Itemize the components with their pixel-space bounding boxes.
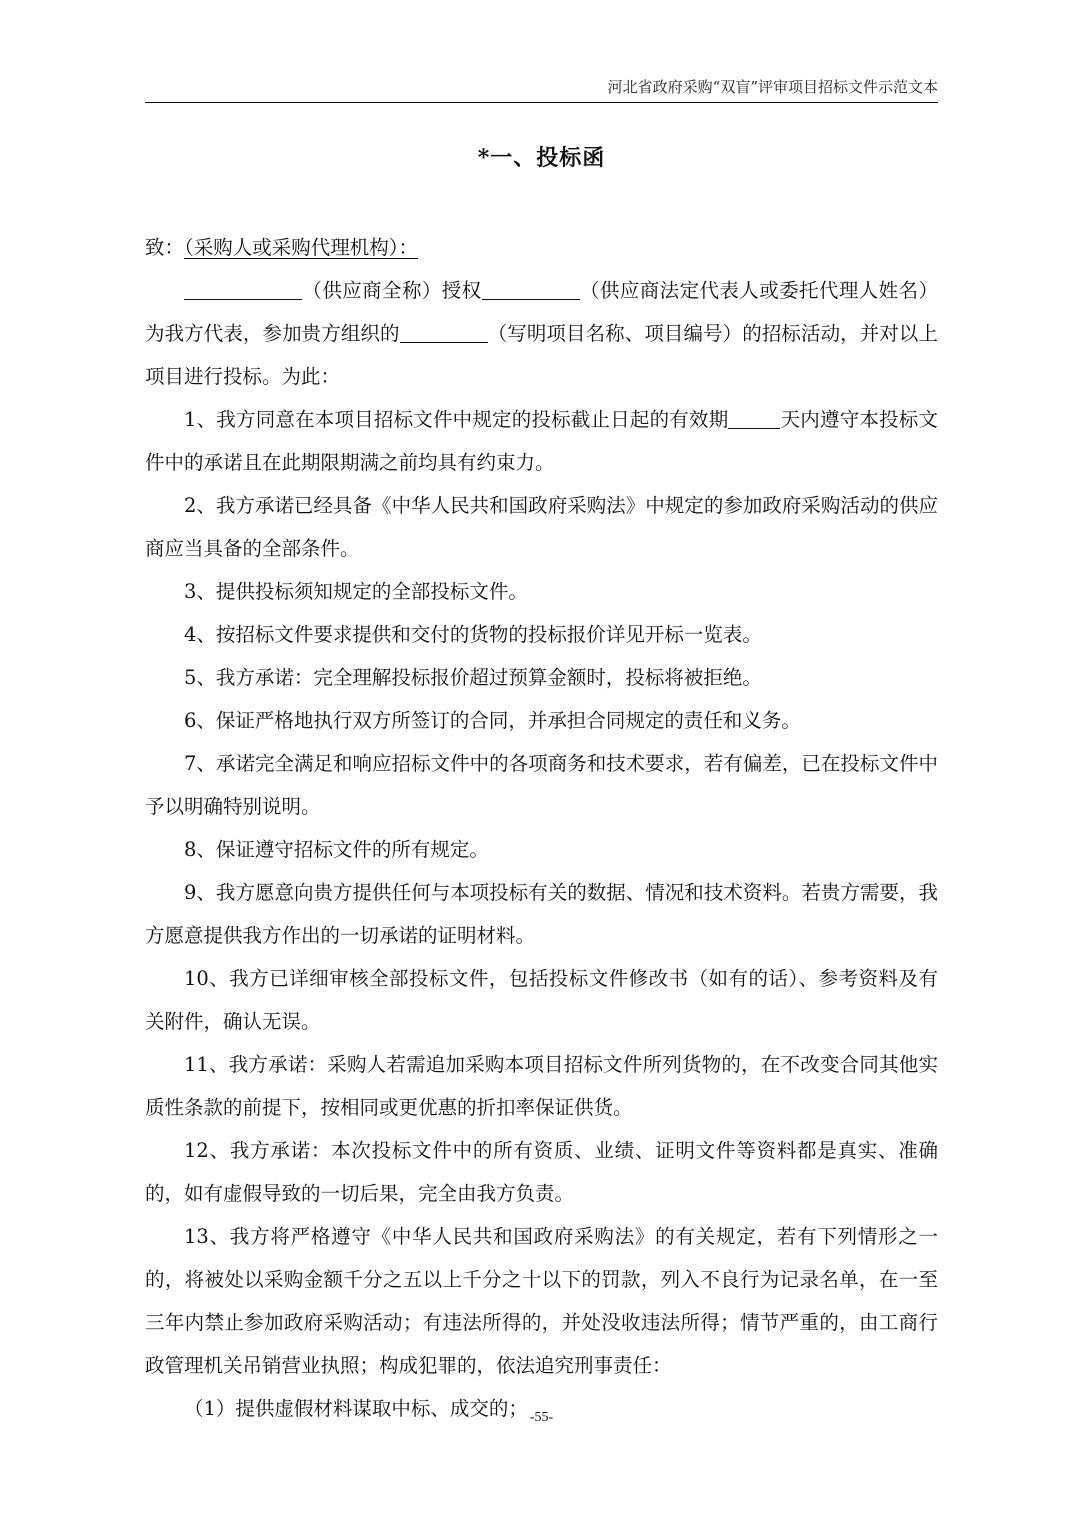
list-item xyxy=(145,398,938,484)
salutation-addressee: （采购人或采购代理机构） xyxy=(184,236,399,259)
item1-text-after: 天内遵守本投标文件中的承诺且在此期限期满之前均具有约束力。 xyxy=(145,408,938,474)
list-item: 7、承诺完全满足和响应招标文件中的各项商务和技术要求，若有偏差，已在投标文件中予以明确特别说明。 xyxy=(145,752,938,818)
salutation xyxy=(145,226,938,269)
list-item: 6、保证严格地执行双方所签订的合同，并承担合同规定的责任和义务。 xyxy=(184,709,801,732)
list-item: （1）提供虚假材料谋取中标、成交的； xyxy=(184,1397,528,1420)
list-item: 10、我方已详细审核全部投标文件，包括投标文件修改书（如有的话）、参考资料及有关附件，确认无误。 xyxy=(145,967,938,1033)
list-item: 13、我方将严格遵守《中华人民共和国政府采购法》的有关规定，若有下列情形之一的，将被处以采购金额千分之五以上千分之十以下的罚款，列入不良行为记录名单，在一至三年内禁止参加政府采购活动；有违法所得的，并处没收违法所得；情节严重的，由工商行政管理机关吊销营业执照；构成犯罪的，依法追究刑事责任： xyxy=(145,1225,938,1377)
list-item: 9、我方愿意向贵方提供任何与本项投标有关的数据、情况和技术资料。若贵方需要，我方愿意提供我方作出的一切承诺的证明材料。 xyxy=(145,881,938,947)
list-item: 2、我方承诺已经具备《中华人民共和国政府采购法》中规定的参加政府采购活动的供应商应当具备的全部条件。 xyxy=(145,494,938,560)
salutation-suffix: ： xyxy=(398,236,419,259)
authorization-paragraph xyxy=(145,269,938,398)
list-item: 12、我方承诺：本次投标文件中的所有资质、业绩、证明文件等资料都是真实、准确的，如有虚假导致的一切后果，完全由我方负责。 xyxy=(145,1139,938,1205)
supplier-name-blank xyxy=(184,277,302,300)
authorization-text-1: （供应商全称）授权 xyxy=(302,279,482,302)
list-item: 5、我方承诺：完全理解投标报价超过预算金额时，投标将被拒绝。 xyxy=(184,666,762,689)
list-item: 4、按招标文件要求提供和交付的货物的投标报价详见开标一览表。 xyxy=(184,623,762,646)
letter-body xyxy=(145,226,938,1430)
validity-days-blank xyxy=(728,406,780,429)
authorization-text-2: （供应商法定代表人或委托代理人姓名）为我方代表，参加贵方组织的 xyxy=(145,279,938,345)
salutation-prefix: 致： xyxy=(145,236,185,259)
page-title: *一、投标函 xyxy=(477,145,606,171)
authorization-text-3: （写明项目名称、项目编号）的招标活动，并对以上项目进行投标。为此： xyxy=(145,322,938,388)
list-item: 11、我方承诺：采购人若需追加采购本项目招标文件所列货物的，在不改变合同其他实质性条款的前提下，按相同或更优惠的折扣率保证供货。 xyxy=(145,1053,938,1119)
list-item: 3、提供投标须知规定的全部投标文件。 xyxy=(184,580,528,603)
representative-blank xyxy=(482,277,580,300)
running-header-title: 河北省政府采购“双盲”评审项目招标文件示范文本 xyxy=(607,78,938,96)
running-header xyxy=(145,76,938,103)
item1-text-before: 1、我方同意在本项目招标文件中规定的投标截止日起的有效期 xyxy=(184,408,729,431)
project-blank xyxy=(400,320,488,343)
page-number: -55- xyxy=(529,1410,554,1425)
list-item: 8、保证遵守招标文件的所有规定。 xyxy=(184,838,489,861)
